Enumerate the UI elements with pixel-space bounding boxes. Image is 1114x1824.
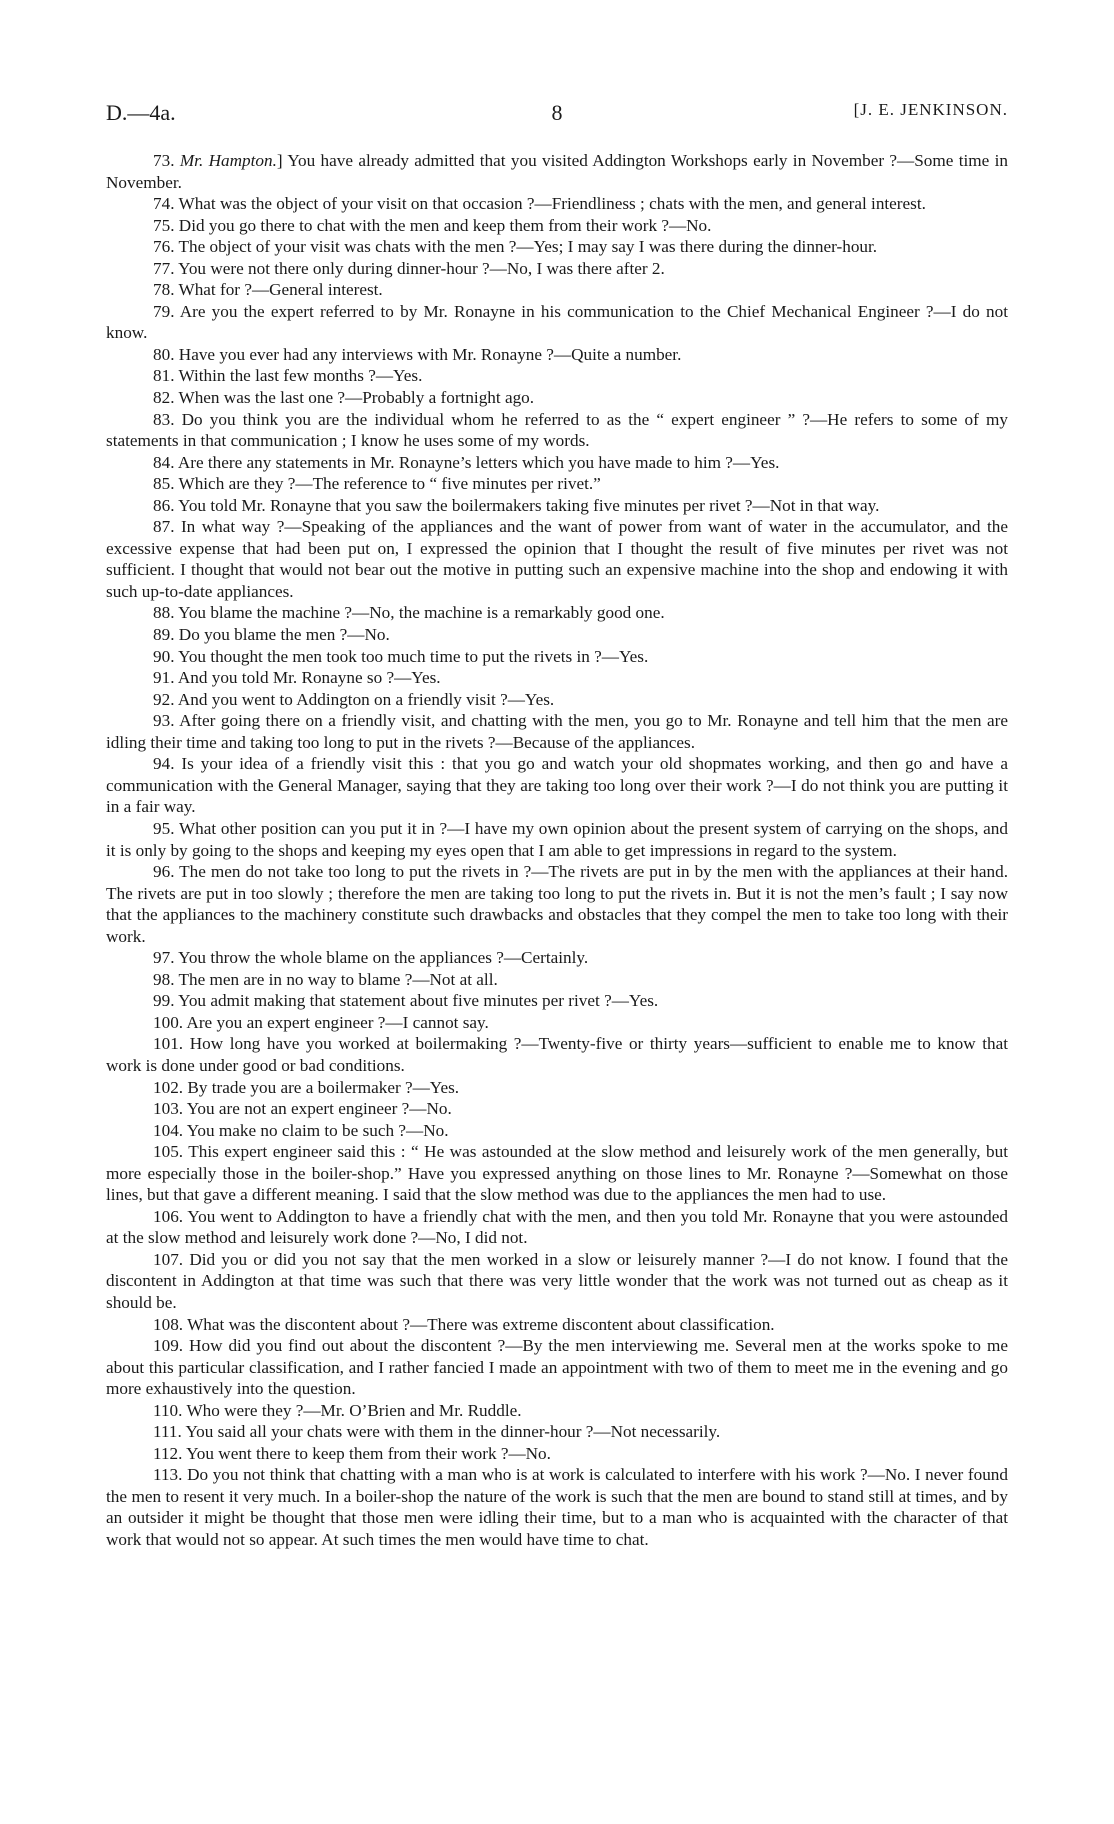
question-number: 98. <box>153 969 175 989</box>
question-number: 76. <box>153 237 175 257</box>
question-answer-paragraph <box>106 689 1008 711</box>
question-answer-text: You are not an expert engineer ?—No. <box>183 1099 452 1119</box>
question-answer-paragraph <box>106 667 1008 689</box>
question-answer-text: You blame the machine ?—No, the machine is a remarkably good one. <box>174 603 665 623</box>
question-answer-text: Within the last few months ?—Yes. <box>174 366 423 386</box>
question-answer-text: You admit making that statement about five minutes per rivet ?—Yes. <box>174 991 659 1011</box>
question-number: 96. <box>153 862 175 882</box>
question-number: 93. <box>153 711 175 731</box>
question-number: 77. <box>153 258 175 278</box>
question-number: 73. <box>153 151 175 170</box>
question-answer-text: The men are in no way to blame ?—Not at all. <box>174 969 498 989</box>
question-number: 83. <box>153 409 175 429</box>
question-answer-text: You went there to keep them from their work ?—No. <box>182 1443 551 1463</box>
question-answer-paragraph <box>106 365 1008 387</box>
question-number: 109. <box>153 1336 184 1356</box>
question-answer-paragraph <box>106 1098 1008 1120</box>
question-answer-paragraph <box>106 1400 1008 1422</box>
question-answer-text: Do you blame the men ?—No. <box>174 625 390 645</box>
question-answer-paragraph <box>106 1421 1008 1443</box>
question-number: 88. <box>153 603 175 623</box>
question-number: 87. <box>153 517 175 537</box>
question-answer-paragraph <box>106 279 1008 301</box>
witness-name: [J. E. JENKINSON. <box>853 100 1008 119</box>
question-answer-paragraph <box>106 624 1008 646</box>
question-answer-paragraph <box>106 344 1008 366</box>
question-answer-text: You thought the men took too much time to put the rivets in ?—Yes. <box>174 646 649 666</box>
testimony-body <box>106 150 1008 1551</box>
question-answer-text: What was the discontent about ?—There was extreme discontent about classification. <box>183 1314 775 1334</box>
question-answer-text: Do you think you are the individual whom he referred to as the “ expert engineer ” ?—He refers to some of my statements in that communication ; I know he uses some of my words. <box>106 409 1008 451</box>
question-answer-paragraph <box>106 1335 1008 1400</box>
question-answer-paragraph <box>106 1314 1008 1336</box>
question-number: 104. <box>153 1120 184 1140</box>
question-answer-text: Are you an expert engineer ?—I cannot say. <box>183 1012 489 1032</box>
document-reference: D.—4a. <box>106 100 176 125</box>
question-number: 97. <box>153 948 175 968</box>
question-answer-paragraph <box>106 409 1008 452</box>
question-answer-paragraph <box>106 861 1008 947</box>
question-answer-text: How long have you worked at boilermaking ?—Twenty-five or thirty years—sufficient to enable me to know that work is done under good or bad conditions. <box>106 1034 1008 1075</box>
question-number: 89. <box>153 625 175 645</box>
question-answer-text: Which are they ?—The reference to “ five minutes per rivet.” <box>174 474 601 494</box>
question-number: 102. <box>153 1077 184 1097</box>
question-number: 82. <box>153 388 175 408</box>
question-answer-paragraph <box>106 473 1008 495</box>
question-answer-text: By trade you are a boilermaker ?—Yes. <box>183 1077 460 1097</box>
question-answer-text: Are you the expert referred to by Mr. Ronayne in his communication to the Chief Mechanical Engineer ?—I do not know. <box>106 301 1008 343</box>
question-answer-text: The object of your visit was chats with the men ?—Yes; I may say I was there during the dinner-hour. <box>174 237 878 257</box>
question-answer-paragraph <box>106 818 1008 861</box>
examiner-name: Mr. Hampton. <box>179 151 277 170</box>
question-answer-paragraph <box>106 947 1008 969</box>
question-answer-text: You told Mr. Ronayne that you saw the boilermakers taking five minutes per rivet ?—Not in that way. <box>174 495 880 515</box>
question-answer-text: Did you or did you not say that the men worked in a slow or leisurely manner ?—I do not know. I found that the discontent in Addington at that time was such that there was very little wonder that the work was not turned out as cheap as it should be. <box>106 1249 1008 1312</box>
question-number: 75. <box>153 215 175 235</box>
question-answer-text: Did you go there to chat with the men and keep them from their work ?—No. <box>174 215 712 235</box>
question-answer-paragraph <box>106 301 1008 344</box>
question-answer-text: What other position can you put it in ?—I have my own opinion about the present system of carrying on the shops, and it is only by going to the shops and keeping my eyes open that I am able to get impressions in regard to the system. <box>106 818 1008 860</box>
question-answer-paragraph <box>106 1443 1008 1465</box>
question-answer-paragraph <box>106 646 1008 668</box>
question-answer-paragraph <box>106 150 1008 193</box>
question-number: 111. <box>153 1422 182 1442</box>
question-answer-text: And you went to Addington on a friendly visit ?—Yes. <box>174 689 555 709</box>
question-answer-paragraph <box>106 236 1008 258</box>
question-number: 84. <box>153 452 175 472</box>
question-number: 107. <box>153 1249 184 1269</box>
question-number: 80. <box>153 344 175 364</box>
question-number: 105. <box>153 1142 184 1162</box>
question-answer-paragraph <box>106 602 1008 624</box>
question-answer-paragraph <box>106 1012 1008 1034</box>
question-answer-paragraph <box>106 452 1008 474</box>
question-number: 95. <box>153 818 175 838</box>
question-answer-text: What was the object of your visit on that occasion ?—Friendliness ; chats with the men, and general interest. <box>174 194 926 214</box>
question-answer-paragraph <box>106 753 1008 818</box>
question-answer-text: How did you find out about the discontent ?—By the men interviewing me. Several men at the works spoke to me about this particular classification, and I rather fancied I made an appointment with two of them to meet me in the evening and go more exhaustively into the question. <box>106 1336 1008 1399</box>
question-answer-paragraph <box>106 1206 1008 1249</box>
question-number: 74. <box>153 194 175 214</box>
question-answer-text: You said all your chats were with them in the dinner-hour ?—Not necessarily. <box>181 1422 721 1442</box>
question-answer-paragraph <box>106 1120 1008 1142</box>
question-answer-paragraph <box>106 969 1008 991</box>
question-answer-text: Have you ever had any interviews with Mr. Ronayne ?—Quite a number. <box>174 344 682 364</box>
question-answer-paragraph <box>106 1033 1008 1076</box>
question-answer-text: You went to Addington to have a friendly chat with the men, and then you told Mr. Ronayne that you were astounded at the slow method and leisurely work done ?—No, I did not. <box>106 1206 1008 1248</box>
question-answer-paragraph <box>106 495 1008 517</box>
question-number: 106. <box>153 1206 184 1226</box>
question-answer-text: When was the last one ?—Probably a fortnight ago. <box>174 388 535 408</box>
question-answer-paragraph <box>106 1077 1008 1099</box>
question-answer-paragraph <box>106 990 1008 1012</box>
question-number: 100. <box>153 1012 184 1032</box>
question-answer-paragraph <box>106 387 1008 409</box>
question-answer-text: Is your idea of a friendly visit this : that you go and watch your old shopmates working, and then go and have a communication with the General Manager, saying that they are taking too long over their work ?—I do not think you are putting it in a fair way. <box>106 754 1008 817</box>
question-number: 99. <box>153 991 175 1011</box>
question-number: 92. <box>153 689 175 709</box>
question-answer-text: Who were they ?—Mr. O’Brien and Mr. Ruddle. <box>182 1400 522 1420</box>
question-answer-text: The men do not take too long to put the rivets in ?—The rivets are put in by the men with the appliances at their hand. The rivets are put in too slowly ; therefore the men are taking too long to put the rivets in. But it is not the men’s fault ; I say now that the appliances to the machinery constitute such drawbacks and obstacles that they compel the men to take too long with their work. <box>106 862 1008 946</box>
question-answer-text: What for ?—General interest. <box>174 280 383 300</box>
question-answer-paragraph <box>106 516 1008 602</box>
question-number: 79. <box>153 301 175 321</box>
question-answer-text: You throw the whole blame on the appliances ?—Certainly. <box>174 948 589 968</box>
question-number: 101. <box>153 1034 184 1054</box>
question-number: 81. <box>153 366 175 386</box>
question-number: 113. <box>153 1465 183 1485</box>
document-page <box>106 100 1008 1551</box>
question-answer-text: This expert engineer said this : “ He was astounded at the slow method and leisurely work of the men generally, but more especially those in the boiler-shop.” Have you expressed anything on those lines to Mr. Ronayne ?—Somewhat on those lines, but that gave a different meaning. I said that the slow method was due to the appliances the men had to use. <box>106 1142 1008 1205</box>
question-number: 85. <box>153 474 175 494</box>
question-answer-paragraph <box>106 193 1008 215</box>
question-answer-paragraph <box>106 710 1008 753</box>
question-number: 112. <box>153 1443 183 1463</box>
question-answer-text: In what way ?—Speaking of the appliances and the want of power from want of water in the accumulator, and the excessive expense that had been put on, I expressed the opinion that I thought the result of five minutes per rivet was not sufficient. I thought that would not bear out the motive in putting such an expensive machine into the shop and endowing it with such up-to-date appliances. <box>106 517 1008 601</box>
question-answer-paragraph <box>106 1249 1008 1314</box>
question-number: 78. <box>153 280 175 300</box>
question-number: 108. <box>153 1314 184 1334</box>
question-answer-text: Are there any statements in Mr. Ronayne’s letters which you have made to him ?—Yes. <box>174 452 780 472</box>
question-answer-text: You were not there only during dinner-hour ?—No, I was there after 2. <box>174 258 665 278</box>
page-number: 8 <box>551 100 563 125</box>
question-answer-paragraph <box>106 1464 1008 1550</box>
question-number: 94. <box>153 754 175 774</box>
question-number: 86. <box>153 495 175 515</box>
question-answer-text: Do you not think that chatting with a man who is at work is calculated to interfere with his work ?—No. I never found the men to resent it very much. In a boiler-shop the nature of the work is such that the men are bound to stand still at times, and by an outsider it might be thought that those men were idling their time, but to a man who is acquainted with the character of that work that would not so appear. At such times the men would have time to chat. <box>106 1465 1008 1549</box>
question-answer-paragraph <box>106 1141 1008 1206</box>
question-answer-text: You make no claim to be such ?—No. <box>183 1120 449 1140</box>
question-number: 103. <box>153 1099 184 1119</box>
question-number: 110. <box>153 1400 183 1420</box>
question-answer-text: And you told Mr. Ronayne so ?—Yes. <box>174 668 441 688</box>
question-answer-paragraph <box>106 258 1008 280</box>
question-answer-text: ] You have already admitted that you visited Addington Workshops early in November ?—Some time in November. <box>106 151 1008 192</box>
question-number: 91. <box>153 668 175 688</box>
question-answer-text: After going there on a friendly visit, and chatting with the men, you go to Mr. Ronayne and tell him that the men are idling their time and taking too long to put in the rivets ?—Because of the appliances. <box>106 711 1008 752</box>
page-header <box>106 100 1008 130</box>
question-number: 90. <box>153 646 175 666</box>
question-answer-paragraph <box>106 215 1008 237</box>
